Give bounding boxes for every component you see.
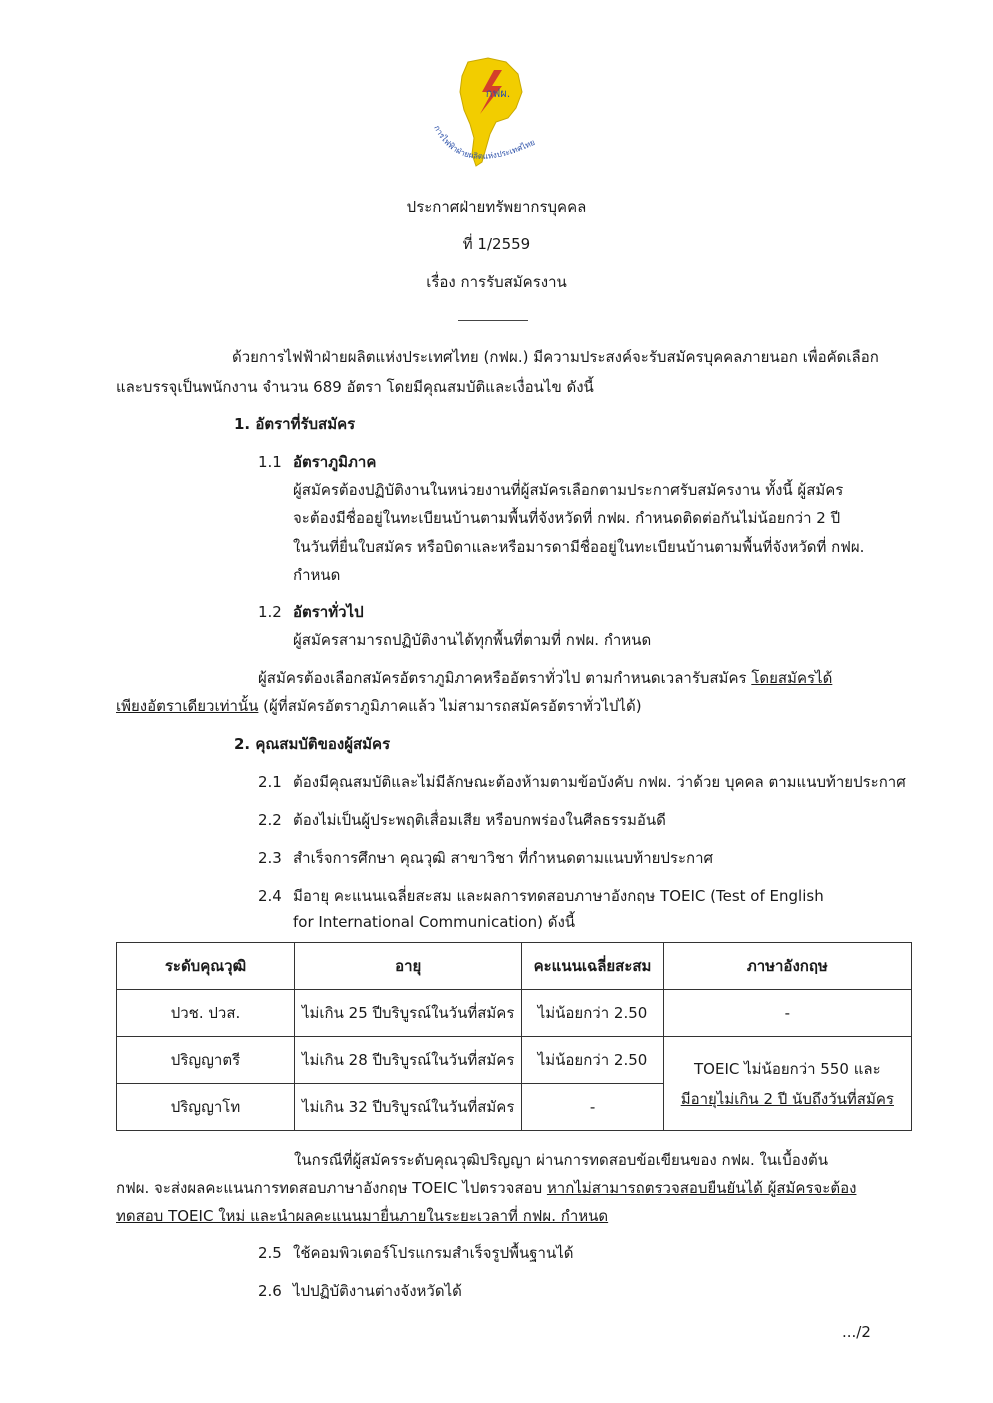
item-2-6-text: ไปปฏิบัติงานต่างจังหวัดได้ <box>293 1282 462 1300</box>
logo-initials: กฟผ. <box>485 87 511 100</box>
item-2-2-text: ต้องไม่เป็นผู้ประพฤติเสื่อมเสีย หรือบกพร่องในศีลธรรมอันดี <box>293 811 666 829</box>
degree-note-text: กฟผ. จะส่งผลคะแนนการทดสอบภาษาอังกฤษ TOEIC ไปตรวจสอบ <box>116 1179 547 1197</box>
table-cell-level: ปริญญาโท <box>117 1084 295 1131</box>
item-1-1-number: 1.1 <box>258 453 282 471</box>
selection-note-text: (ผู้ที่สมัครอัตราภูมิภาคแล้ว ไม่สามารถสมัครอัตราทั่วไปได้) <box>258 697 642 715</box>
announcement-number: ที่ 1/2559 <box>462 235 531 253</box>
announcement-title: ประกาศฝ่ายทรัพยากรบุคคล <box>406 198 587 216</box>
item-2-4-line: มีอายุ คะแนนเฉลี่ยสะสม และผลการทดสอบภาษาอังกฤษ TOEIC (Test of English <box>293 887 824 905</box>
section-1-heading: 1. อัตราที่รับสมัคร <box>234 415 356 433</box>
table-header-cell: ระดับคุณวุฒิ <box>117 943 295 990</box>
selection-note-underlined: โดยสมัครได้ <box>751 669 833 687</box>
table-row <box>117 1037 912 1084</box>
selection-note-text: ผู้สมัครต้องเลือกสมัครอัตราภูมิภาคหรืออัตราทั่วไป ตามกำหนดเวลารับสมัคร <box>258 669 752 687</box>
table-cell-age: ไม่เกิน 28 ปีบริบูรณ์ในวันที่สมัคร <box>294 1037 521 1084</box>
item-1-2-number: 1.2 <box>258 603 282 621</box>
english-requirement-line: TOEIC ไม่น้อยกว่า 550 และ <box>694 1059 881 1078</box>
selection-note-line-1 <box>258 668 832 688</box>
item-2-4-line: for International Communication) ดังนี้ <box>293 913 576 931</box>
item-2-5-text: ใช้คอมพิวเตอร์โปรแกรมสำเร็จรูปพื้นฐานได้ <box>293 1244 574 1262</box>
degree-note-line-1: ในกรณีที่ผู้สมัครระดับคุณวุฒิปริญญา ผ่านการทดสอบข้อเขียนของ กฟผ. ในเบื้องต้น <box>294 1151 829 1169</box>
section-2-heading: 2. คุณสมบัติของผู้สมัคร <box>234 735 391 753</box>
degree-note-line-2 <box>116 1178 856 1198</box>
egat-logo <box>420 52 570 187</box>
item-1-1-title: อัตราภูมิภาค <box>293 453 377 471</box>
item-1-2-line: ผู้สมัครสามารถปฏิบัติงานได้ทุกพื้นที่ตามที่ กฟผ. กำหนด <box>293 631 652 649</box>
logo-arc-text: การไฟฟ้าฝ่ายผลิตแห่งประเทศไทย <box>432 123 537 161</box>
item-2-6-number: 2.6 <box>258 1282 282 1300</box>
table-cell-gpa: - <box>522 1084 663 1131</box>
degree-note-underlined: หากไม่สามารถตรวจสอบยืนยันได้ ผู้สมัครจะต้อง <box>546 1179 857 1197</box>
item-2-3-text: สำเร็จการศึกษา คุณวุฒิ สาขาวิชา ที่กำหนดตามแนบท้ายประกาศ <box>293 849 714 867</box>
table-header-cell: ภาษาอังกฤษ <box>663 943 911 990</box>
table-cell-gpa: ไม่น้อยกว่า 2.50 <box>522 990 663 1037</box>
table-cell-english: - <box>663 990 911 1037</box>
item-1-2-title: อัตราทั่วไป <box>293 603 364 621</box>
item-2-4-number: 2.4 <box>258 887 282 905</box>
table-cell-age: ไม่เกิน 25 ปีบริบูรณ์ในวันที่สมัคร <box>294 990 521 1037</box>
selection-note-underlined: เพียงอัตราเดียวเท่านั้น <box>116 697 259 715</box>
table-cell-age: ไม่เกิน 32 ปีบริบูรณ์ในวันที่สมัคร <box>294 1084 521 1131</box>
item-2-1-text: ต้องมีคุณสมบัติและไม่มีลักษณะต้องห้ามตามข้อบังคับ กฟผ. ว่าด้วย บุคคล ตามแนบท้ายประกาศ <box>293 773 906 791</box>
english-requirement-underlined: มีอายุไม่เกิน 2 ปี นับถึงวันที่สมัคร <box>680 1089 894 1108</box>
item-1-1-line: ผู้สมัครต้องปฏิบัติงานในหน่วยงานที่ผู้สมัครเลือกตามประกาศรับสมัครงาน ทั้งนี้ ผู้สมัคร <box>293 481 844 499</box>
intro-line-1: ด้วยการไฟฟ้าฝ่ายผลิตแห่งประเทศไทย (กฟผ.) มีความประสงค์จะรับสมัครบุคคลภายนอก เพื่อคัดเลือก <box>232 348 879 366</box>
header-divider <box>458 320 528 321</box>
item-1-1-line: ในวันที่ยื่นใบสมัคร หรือบิดาและหรือมารดามีชื่ออยู่ในทะเบียนบ้านตามพื้นที่จังหวัดที่ กฟผ. <box>293 538 865 556</box>
table-header-row <box>117 943 912 990</box>
table-cell-gpa: ไม่น้อยกว่า 2.50 <box>522 1037 663 1084</box>
announcement-subject: เรื่อง การรับสมัครงาน <box>426 273 567 291</box>
item-2-3-number: 2.3 <box>258 849 282 867</box>
item-2-5-number: 2.5 <box>258 1244 282 1262</box>
degree-note-line-3: ทดสอบ TOEIC ใหม่ และนำผลคะแนนมายื่นภายในระยะเวลาที่ กฟผ. กำหนด <box>116 1207 609 1225</box>
table-cell-level: ปริญญาตรี <box>117 1037 295 1084</box>
item-1-1-line: จะต้องมีชื่ออยู่ในทะเบียนบ้านตามพื้นที่จังหวัดที่ กฟผ. กำหนดติดต่อกันไม่น้อยกว่า 2 ปี <box>293 509 841 527</box>
page-continuation-marker: .../2 <box>842 1323 871 1341</box>
qualification-table <box>116 942 912 1131</box>
selection-note-line-2 <box>116 696 642 716</box>
table-row <box>117 990 912 1037</box>
item-1-1-line: กำหนด <box>293 566 341 584</box>
table-header-cell: คะแนนเฉลี่ยสะสม <box>522 943 663 990</box>
item-2-2-number: 2.2 <box>258 811 282 829</box>
table-cell-level: ปวช. ปวส. <box>117 990 295 1037</box>
table-header-cell: อายุ <box>294 943 521 990</box>
table-cell-english-merged <box>663 1037 911 1131</box>
intro-line-2: และบรรจุเป็นพนักงาน จำนวน 689 อัตรา โดยมีคุณสมบัติและเงื่อนไข ดังนี้ <box>116 378 594 396</box>
item-2-1-number: 2.1 <box>258 773 282 791</box>
